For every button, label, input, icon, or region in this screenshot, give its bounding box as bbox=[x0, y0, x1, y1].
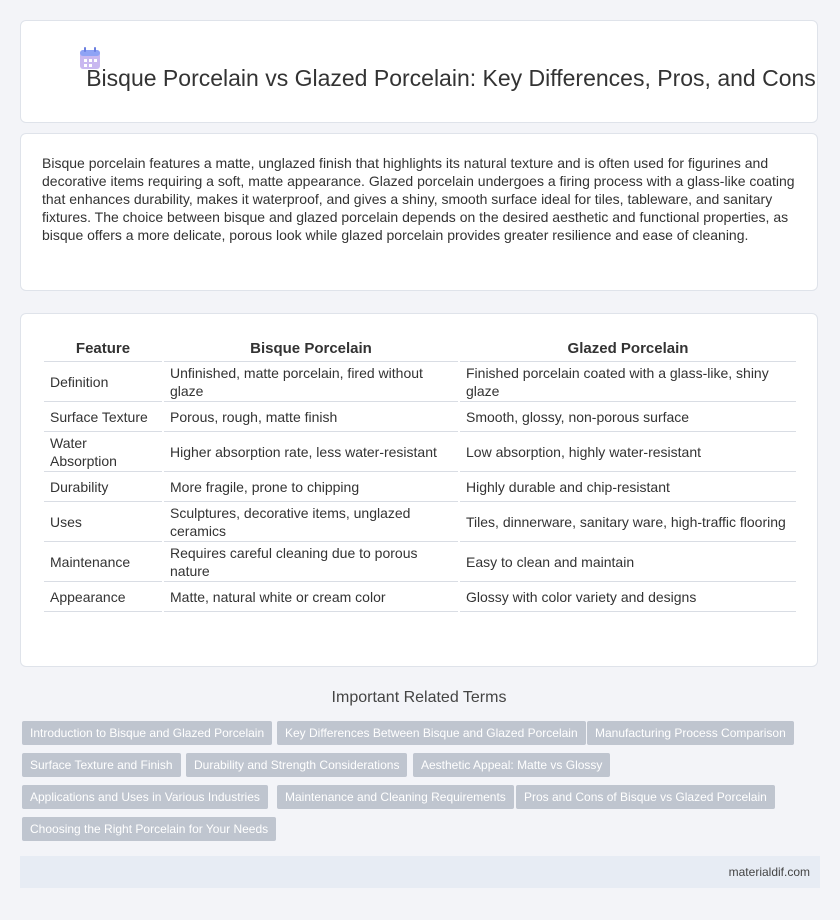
table-row bbox=[44, 542, 796, 582]
intro-paragraph: Bisque porcelain features a matte, unglazed finish that highlights its natural texture and is often used for figurines and decorative items requiring a soft, matte appearance. Glazed porcelain undergoes a firing process with a glass-like coating that enhances durability, makes it waterproof, and gives a shiny, smooth surface ideal for tiles, tableware, and sanitary fixtures. The choice between bisque and glazed porcelain depends on the desired aesthetic and functional properties, as bisque offers a more delicate, porous look while glazed porcelain provides greater resilience and ease of cleaning. bbox=[42, 155, 795, 243]
table-cell: Appearance bbox=[44, 582, 162, 612]
table-cell: Low absorption, highly water-resistant bbox=[460, 432, 796, 472]
related-term-link[interactable]: Aesthetic Appeal: Matte vs Glossy bbox=[413, 753, 610, 777]
related-term-link[interactable]: Pros and Cons of Bisque vs Glazed Porcelain bbox=[516, 785, 775, 809]
table-cell: Surface Texture bbox=[44, 402, 162, 432]
table-cell: Matte, natural white or cream color bbox=[164, 582, 458, 612]
table-row bbox=[44, 362, 796, 402]
table-row bbox=[44, 502, 796, 542]
table-cell: Maintenance bbox=[44, 542, 162, 582]
footer-site-name[interactable]: materialdif.com bbox=[728, 865, 810, 879]
related-term-link[interactable]: Durability and Strength Considerations bbox=[186, 753, 407, 777]
header-card bbox=[20, 20, 818, 123]
table-cell: Porous, rough, matte finish bbox=[164, 402, 458, 432]
table-cell: Durability bbox=[44, 472, 162, 502]
table-row bbox=[44, 472, 796, 502]
related-term-link[interactable]: Applications and Uses in Various Industries bbox=[22, 785, 268, 809]
table-cell: Smooth, glossy, non-porous surface bbox=[460, 402, 796, 432]
related-term-link[interactable]: Introduction to Bisque and Glazed Porcelain bbox=[22, 721, 272, 745]
related-term-link[interactable]: Maintenance and Cleaning Requirements bbox=[277, 785, 514, 809]
table-cell: Requires careful cleaning due to porous nature bbox=[164, 542, 458, 582]
column-header: Bisque Porcelain bbox=[164, 335, 458, 362]
table-cell: Uses bbox=[44, 502, 162, 542]
table-cell: More fragile, prone to chipping bbox=[164, 472, 458, 502]
table-cell: Unfinished, matte porcelain, fired without glaze bbox=[164, 362, 458, 402]
related-terms-heading: Important Related Terms bbox=[331, 689, 507, 706]
related-term-link[interactable]: Surface Texture and Finish bbox=[22, 753, 181, 777]
table-cell: Definition bbox=[44, 362, 162, 402]
comparison-table-card bbox=[20, 313, 818, 667]
page-title: Bisque Porcelain vs Glazed Porcelain: Key Differences, Pros, and Cons bbox=[86, 65, 816, 91]
column-header: Glazed Porcelain bbox=[460, 335, 796, 362]
footer bbox=[20, 856, 820, 888]
table-cell: Highly durable and chip-resistant bbox=[460, 472, 796, 502]
table-cell: Higher absorption rate, less water-resistant bbox=[164, 432, 458, 472]
table-cell: Finished porcelain coated with a glass-like, shiny glaze bbox=[460, 362, 796, 402]
intro-card bbox=[20, 133, 818, 291]
column-header: Feature bbox=[44, 335, 162, 362]
table-cell: Sculptures, decorative items, unglazed ceramics bbox=[164, 502, 458, 542]
table-cell: Water Absorption bbox=[44, 432, 162, 472]
table-header-row bbox=[44, 335, 796, 362]
table-row bbox=[44, 402, 796, 432]
table-row bbox=[44, 432, 796, 472]
table-row bbox=[44, 582, 796, 612]
comparison-table bbox=[42, 335, 798, 612]
table-cell: Tiles, dinnerware, sanitary ware, high-traffic flooring bbox=[460, 502, 796, 542]
related-term-link[interactable]: Choosing the Right Porcelain for Your Needs bbox=[22, 817, 276, 841]
table-cell: Easy to clean and maintain bbox=[460, 542, 796, 582]
related-term-link[interactable]: Key Differences Between Bisque and Glazed Porcelain bbox=[277, 721, 586, 745]
related-term-link[interactable]: Manufacturing Process Comparison bbox=[587, 721, 794, 745]
table-cell: Glossy with color variety and designs bbox=[460, 582, 796, 612]
